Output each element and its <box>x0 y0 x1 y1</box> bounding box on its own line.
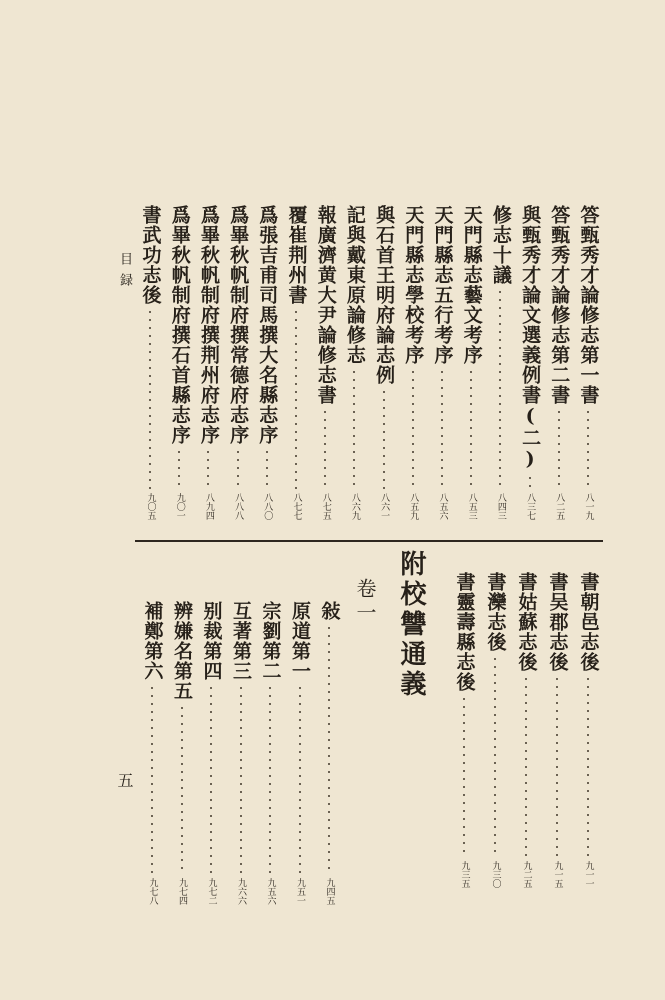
toc-entry-title: 修志十議 <box>489 205 512 285</box>
leader-dots <box>556 675 558 858</box>
toc-entry <box>489 205 511 520</box>
page-number: 五 <box>115 772 134 788</box>
leader-dots <box>529 474 531 490</box>
toc-entry-page: 九六六 <box>236 878 246 905</box>
toc-entry-page: 九一五 <box>552 861 563 888</box>
toc-entry-title: 天門縣志藝文考序 <box>460 205 483 365</box>
leader-dots <box>441 368 443 490</box>
toc-entry <box>548 205 570 520</box>
toc-entry-title: 天門縣志學校考序 <box>402 205 425 365</box>
toc-entry <box>285 205 307 520</box>
leader-dots <box>328 624 330 875</box>
toc-entry <box>200 601 222 905</box>
toc-entry <box>373 205 395 520</box>
leader-dots <box>470 368 472 490</box>
toc-entry-title: 辨嫌名第五 <box>171 601 193 701</box>
toc-entry-page: 八四三 <box>495 493 506 520</box>
toc-entry-page: 八五三 <box>466 493 477 520</box>
toc-entry-page: 八二五 <box>554 493 565 520</box>
toc-entry <box>577 572 599 888</box>
toc-entry-page: 九七四 <box>177 878 187 905</box>
toc-entry-page: 八七五 <box>320 493 331 520</box>
toc-entry <box>402 205 424 520</box>
toc-entry-page: 九〇一 <box>174 493 185 520</box>
toc-entry <box>289 601 311 905</box>
toc-entry-title: 答甄秀才論修志第二書 <box>548 205 571 405</box>
toc-entry-page: 八五九 <box>408 493 419 520</box>
section-divider <box>135 540 603 542</box>
toc-entry-title: 與甄秀才論文選義例書(二) <box>519 205 542 471</box>
toc-entry-page: 九三〇 <box>490 861 501 888</box>
toc-entry-title: 覆崔荆州書 <box>285 205 308 305</box>
toc-entry-title: 宗劉第二 <box>259 601 282 681</box>
toc-entry-title: 書灤志後 <box>484 572 507 652</box>
toc-entry <box>256 205 278 520</box>
leader-dots <box>353 368 355 490</box>
toc-entry-title: 報廣濟黄大尹論修志書 <box>314 205 337 405</box>
leader-dots <box>269 684 271 875</box>
toc-entry-title: 記與戴東原論修志 <box>343 205 366 365</box>
leader-dots <box>324 408 326 490</box>
toc-entry-title: 爲張吉甫司馬撰大名縣志序 <box>256 205 279 445</box>
section-title: 附校讐通義 <box>396 550 426 700</box>
toc-entry <box>546 572 568 888</box>
leader-dots <box>499 288 501 490</box>
toc-entry-page: 八六一 <box>379 493 390 520</box>
toc-entry-title: 别裁第四 <box>200 601 223 681</box>
toc-entry-page: 九七二 <box>206 878 217 905</box>
toc-entry-page: 九二五 <box>521 861 532 888</box>
toc-entry <box>431 205 453 520</box>
toc-entry-page: 九〇五 <box>145 493 156 520</box>
toc-entry-page: 八八八 <box>233 493 244 520</box>
toc-entry-title: 補鄭第六 <box>141 601 164 681</box>
leader-dots <box>210 684 212 875</box>
leader-dots <box>178 448 180 490</box>
toc-entry-page: 八八〇 <box>262 493 273 520</box>
toc-entry-title: 敍 <box>318 601 341 621</box>
leader-dots <box>237 448 239 490</box>
toc-entry-page: 九七八 <box>147 878 158 905</box>
toc-entry <box>141 601 163 905</box>
leader-dots <box>295 308 297 490</box>
toc-entry-title: 互著第三 <box>230 601 252 681</box>
leader-dots <box>494 655 496 858</box>
leader-dots <box>149 308 151 490</box>
toc-entry <box>453 572 475 888</box>
toc-entry-page: 八七七 <box>291 493 302 520</box>
toc-entry-page: 八九四 <box>203 493 214 520</box>
toc-entry-title: 書武功志後 <box>139 205 162 305</box>
toc-entry-page: 八三七 <box>525 493 536 520</box>
toc-entry-page: 九四五 <box>324 878 335 905</box>
toc-entry-page: 九三五 <box>459 861 470 888</box>
leader-dots <box>525 675 527 858</box>
leader-dots <box>240 684 242 875</box>
toc-entry <box>314 205 336 520</box>
toc-entry-title: 答甄秀才論修志第一書 <box>577 205 600 405</box>
toc-entry <box>343 205 365 520</box>
leader-dots <box>299 684 301 875</box>
toc-entry <box>139 205 161 520</box>
toc-entry-title: 書朝邑志後 <box>577 572 600 672</box>
toc-entry-title: 爲畢秋帆制府撰荆州府志序 <box>197 205 220 445</box>
toc-entry-title: 書靈壽縣志後 <box>453 572 476 692</box>
running-head: 目録 <box>117 252 132 294</box>
toc-entry <box>197 205 219 520</box>
toc-entry <box>519 205 541 520</box>
toc-entry-page: 九五六 <box>265 878 276 905</box>
leader-dots <box>181 704 183 875</box>
toc-entry-title: 爲畢秋帆制府撰常德府志序 <box>227 205 250 445</box>
toc-entry <box>259 601 281 905</box>
toc-entry <box>577 205 599 520</box>
toc-entry <box>515 572 537 888</box>
toc-entry-title: 原道第一 <box>289 601 311 681</box>
toc-entry <box>318 601 340 905</box>
toc-entry <box>168 205 190 520</box>
toc-entry-title: 爲畢秋帆制府撰石首縣志序 <box>168 205 191 445</box>
toc-entry <box>484 572 506 888</box>
leader-dots <box>412 368 414 490</box>
leader-dots <box>151 684 153 875</box>
leader-dots <box>383 388 385 490</box>
leader-dots <box>587 408 589 490</box>
toc-entry-page: 八五六 <box>437 493 448 520</box>
leader-dots <box>558 408 560 490</box>
toc-entry-title: 與石首王明府論志例 <box>373 205 396 385</box>
toc-entry <box>171 601 193 905</box>
leader-dots <box>207 448 209 490</box>
toc-entry-title: 書姑蘇志後 <box>515 572 538 672</box>
toc-entry <box>460 205 482 520</box>
leader-dots <box>266 448 268 490</box>
toc-entry <box>227 205 249 520</box>
toc-entry-page: 八一九 <box>583 493 594 520</box>
toc-entry-page: 九五一 <box>295 878 305 905</box>
toc-entry-title: 書吴郡志後 <box>546 572 569 672</box>
leader-dots <box>463 695 465 858</box>
toc-entry <box>230 601 252 905</box>
toc-entry-title: 天門縣志五行考序 <box>431 205 454 365</box>
toc-entry-page: 九一一 <box>583 861 594 888</box>
volume-title: 卷一 <box>353 578 377 626</box>
leader-dots <box>587 675 589 858</box>
toc-entry-page: 八六九 <box>349 493 360 520</box>
